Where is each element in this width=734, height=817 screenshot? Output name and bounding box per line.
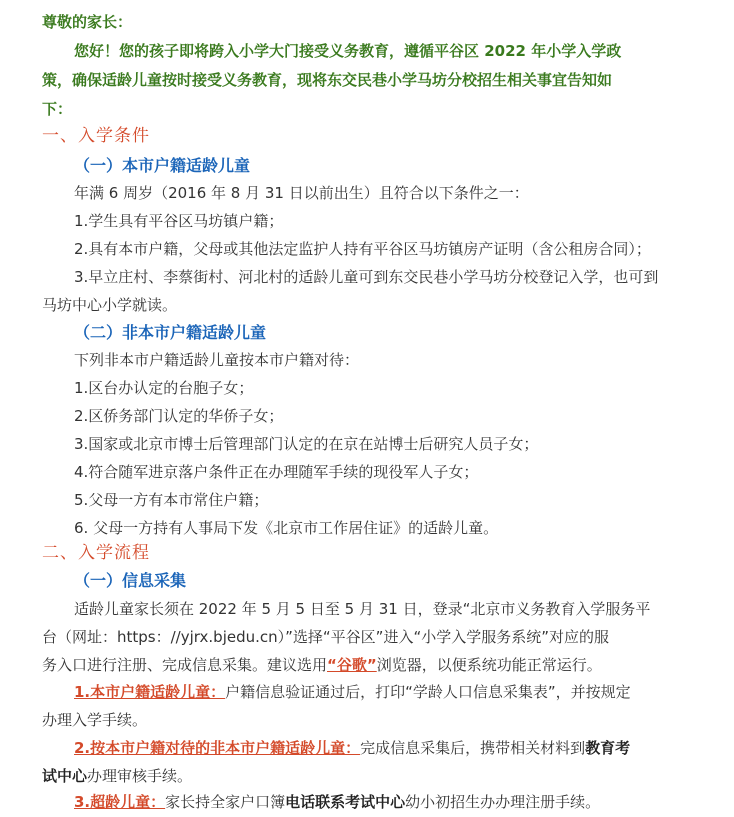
browser-recommendation-link[interactable]: “谷歌” xyxy=(327,656,377,674)
step-3 xyxy=(74,788,734,817)
list-item-continuation: 马坊中心小学就读。 xyxy=(42,296,178,314)
section-1-sub-2-lead: 下列非本市户籍适龄儿童按本市户籍对待： xyxy=(74,351,360,369)
section-1-heading: 一、入学条件 xyxy=(42,126,150,146)
list-item: 1.区台办认定的台胞子女； xyxy=(74,379,254,397)
section-1-sub-1-lead: 年满 6 周岁（2016 年 8 月 31 日以前出生）且符合以下条件之一： xyxy=(74,184,529,202)
list-item: 6. 父母一方持有人事局下发《北京市工作居住证》的适龄儿童。 xyxy=(74,519,499,537)
info-para-line-3-tail: 浏览器，以便系统功能正常运行。 xyxy=(376,656,602,674)
step-1-continuation: 办理入学手续。 xyxy=(42,711,148,729)
step-2-bold: 教育考 xyxy=(585,739,631,757)
step-2-text: 完成信息采集后，携带相关材料到 xyxy=(360,739,586,757)
section-2-sub-1-heading: （一）信息采集 xyxy=(74,571,187,590)
info-para-line-3-text: 务入口进行注册、完成信息采集。建议选用 xyxy=(42,656,328,674)
list-item: 5.父母一方有本市常住户籍； xyxy=(74,491,269,509)
info-para-line-3 xyxy=(42,651,722,680)
intro-line-2: 策，确保适龄儿童按时接受义务教育，现将东交民巷小学马坊分校招生相关事宜告知如 xyxy=(42,71,613,89)
section-1-sub-1-heading: （一）本市户籍适龄儿童 xyxy=(74,156,251,175)
intro-line-1: 您好！您的孩子即将跨入小学大门接受义务教育，遵循平谷区 2022 年小学入学政 xyxy=(74,42,622,60)
list-item: 2.具有本市户籍，父母或其他法定监护人持有平谷区马坊镇房产证明（含公租房合同）； xyxy=(74,240,651,258)
step-3-tail: 幼小初招生办办理注册手续。 xyxy=(405,793,601,811)
info-para-line-2: 台（网址：https：//yjrx.bjedu.cn）”选择“平谷区”进入“小学入学服务系统”对应的服 xyxy=(42,628,609,646)
section-2-heading: 二、入学流程 xyxy=(42,543,150,563)
list-item: 4.符合随军进京落户条件正在办理随军手续的现役军人子女； xyxy=(74,463,479,481)
list-item: 2.区侨务部门认定的华侨子女； xyxy=(74,407,284,425)
step-2-cont-text: 办理审核手续。 xyxy=(87,767,193,785)
step-2-label: 2.按本市户籍对待的非本市户籍适龄儿童： xyxy=(74,739,361,757)
step-1 xyxy=(74,678,734,707)
info-para-line-1: 适龄儿童家长须在 2022 年 5 月 5 日至 5 月 31 日，登录“北京市义务教育入学服务平 xyxy=(74,600,651,618)
greeting: 尊敬的家长： xyxy=(42,13,133,31)
section-1-sub-2-heading: （二）非本市户籍适龄儿童 xyxy=(74,323,267,342)
step-3-bold: 电话联系考试中心 xyxy=(285,793,406,811)
step-2 xyxy=(74,734,734,763)
step-3-label: 3.超龄儿童： xyxy=(74,793,166,811)
step-2-cont-bold: 试中心 xyxy=(42,767,88,785)
list-item: 1.学生具有平谷区马坊镇户籍； xyxy=(74,212,284,230)
step-1-label: 1.本市户籍适龄儿童： xyxy=(74,683,226,701)
step-2-continuation xyxy=(42,762,722,791)
intro-line-3: 下： xyxy=(42,100,73,118)
step-3-text: 家长持全家户口簿 xyxy=(165,793,286,811)
list-item: 3.早立庄村、李蔡街村、河北村的适龄儿童可到东交民巷小学马坊分校登记入学，也可到 xyxy=(74,268,659,286)
step-1-text: 户籍信息验证通过后，打印“学龄人口信息采集表”，并按规定 xyxy=(225,683,631,701)
list-item: 3.国家或北京市博士后管理部门认定的在京在站博士后研究人员子女； xyxy=(74,435,539,453)
